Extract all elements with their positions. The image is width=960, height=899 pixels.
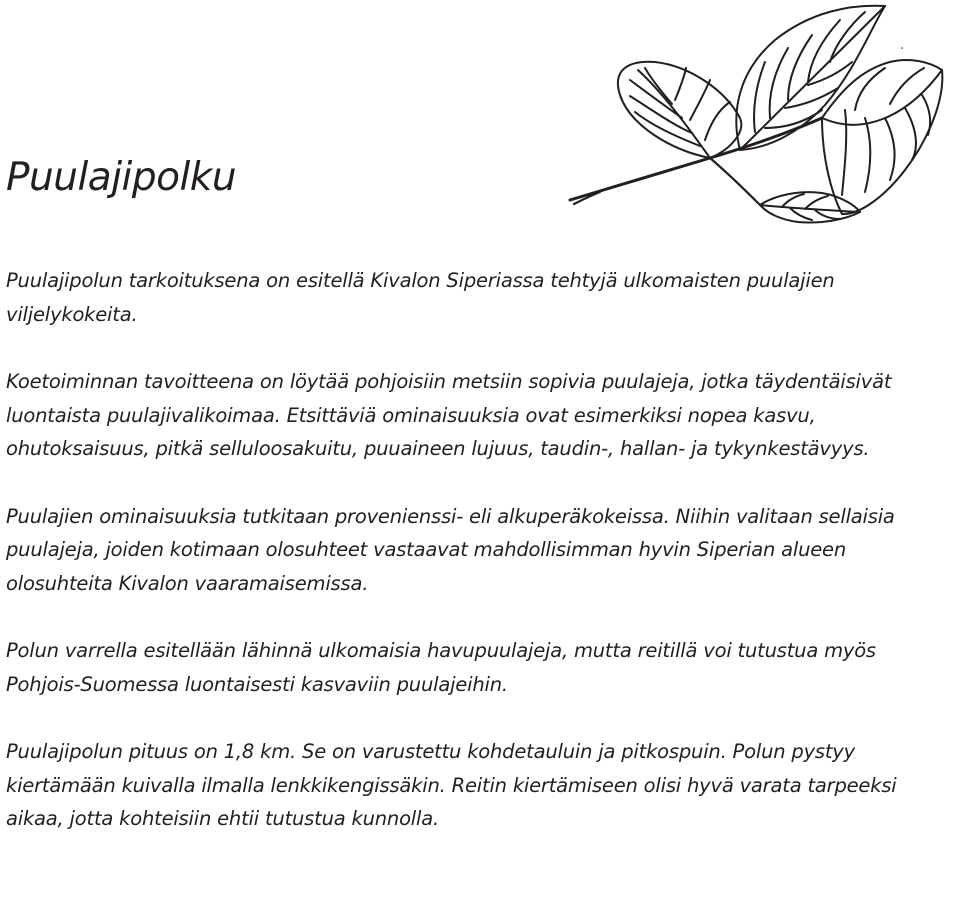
branch-stem (570, 118, 822, 200)
paragraph-route: Puulajipolun pituus on 1,8 km. Se on varustettu kohdetauluin ja pitkospuin. Polun pystyy kiertämään kuivalla ilmalla lenkkikengissäkin. Reitin kiertämiseen olisi hyvä varata tarpeeksi aikaa, jotta kohteisiin ehtii tutustua kunnolla. (6, 740, 897, 830)
paragraph-species: Polun varrella esitellään lähinnä ulkomaisia havupuulajeja, mutta reitillä voi tutustua myös Pohjois-Suomessa luontaisesti kasvaviin puulajeihin. (6, 639, 876, 696)
leaf-top (736, 6, 885, 150)
paragraph-trials: Puulajien ominaisuuksia tutkitaan provenienssi- eli alkuperäkokeissa. Niihin valitaan sellaisia puulajeja, joiden kotimaan olosuhteet vastaavat mahdollisimman hyvin Siperian alueen olosuhteita Kivalon vaaramaisemissa. (6, 504, 895, 595)
leaf-left (618, 62, 741, 158)
body-text (6, 264, 956, 870)
leaf-right (822, 60, 942, 214)
leaf-small (760, 192, 860, 222)
leaf-branch-illustration (560, 0, 950, 235)
paragraph-intro: Puulajipolun tarkoituksena on esitellä Kivalon Siperiassa tehtyjä ulkomaisten puulajien viljelykokeita. (6, 269, 835, 326)
paragraph-goals: Koetoiminnan tavoitteena on löytää pohjoisiin metsiin sopivia puulajeja, jotka täydentäisivät luontaista puulajivalikoimaa. Etsittäviä ominaisuuksia ovat esimerkiksi nopea kasvu, ohutoksaisuus, pitkä selluloosakuitu, puuaineen lujuus, taudin-, hallan- ja tykynkestävyys. (6, 370, 892, 460)
page-title: Puulajipolku (6, 155, 237, 200)
branch-twig (710, 158, 760, 205)
